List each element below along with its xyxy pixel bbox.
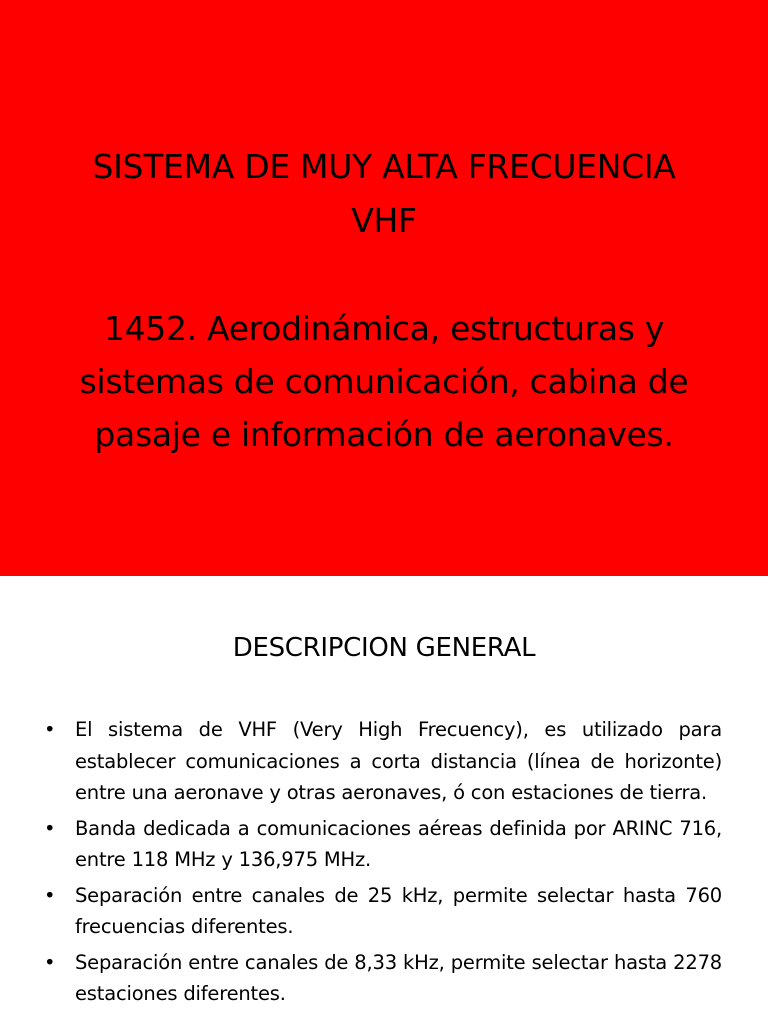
bullet-dot-icon: •: [44, 816, 56, 840]
slide-title-line-1: SISTEMA DE MUY ALTA FRECUENCIA: [92, 147, 676, 186]
bullet-list: [44, 714, 722, 1014]
bullet-text-2: Banda dedicada a comunicaciones aéreas definida por ARINC 716, entre 118 MHz y 136,975 MHz.: [75, 816, 722, 871]
bullet-text-3: Separación entre canales de 25 kHz, permite selectar hasta 760 frecuencias diferentes.: [75, 883, 722, 938]
bullet-dot-icon: •: [44, 950, 56, 974]
content-slide: [0, 576, 768, 1024]
bullet-text-1: El sistema de VHF (Very High Frecuency), es utilizado para establecer comunicaciones a corta distancia (línea de horizonte) entre una aeronave y otras aeronaves, ó con estaciones de tierra.: [75, 718, 722, 804]
slide-subtitle: 1452. Aerodinámica, estructuras y sistemas de comunicación, cabina de pasaje e información de aeronaves.: [79, 309, 689, 454]
bullet-dot-icon: •: [44, 883, 56, 907]
bullet-dot-icon: •: [44, 718, 56, 741]
bullet-item-3: [44, 880, 722, 943]
bullet-item-4: [44, 947, 722, 1010]
bullet-text-4: Separación entre canales de 8,33 kHz, permite selectar hasta 2278 estaciones diferentes.: [75, 950, 722, 1005]
slide-title: [40, 140, 728, 248]
slide-title-line-2: VHF: [351, 201, 417, 240]
bullet-item-2: [44, 813, 722, 876]
section-heading: DESCRIPCION GENERAL: [232, 633, 536, 663]
bullet-item-1: [44, 714, 722, 809]
